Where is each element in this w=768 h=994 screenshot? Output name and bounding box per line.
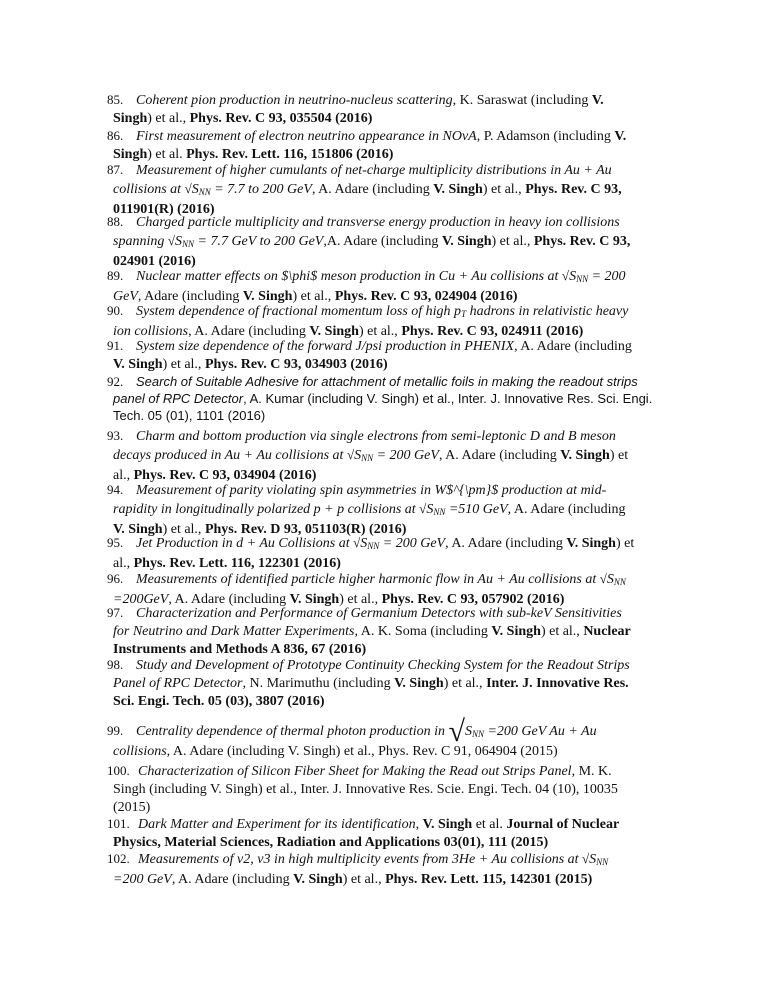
reference-authors: , A. Adare (including [311,182,434,197]
reference-number: 102. [107,851,130,866]
reference-text: ) et al., [162,357,205,372]
reference-authors: , A. Adare (including [438,448,561,463]
reference-text: Singh (including V. Singh) et al., Inter. J. Innovative Res. Scie. Engi. Tech. 04 (10), 10035 [113,782,618,797]
reference-number: 100. [107,763,130,778]
journal-citation: 011901(R) (2016) [113,202,215,217]
reference-title: Measurement of parity violating spin asymmetries in W$^{\pm}$ production at mid- [136,483,607,498]
reference-entry [107,715,677,761]
reference-entry [107,267,677,306]
reference-entry [107,91,677,128]
reference-text: ) et al., [358,324,402,339]
reference-number: 99. [107,723,124,738]
journal-citation: Phys. Rev. C 93, [533,234,631,249]
reference-authors: , A. Adare (including V. Singh) et al., Phys. Rev. C 91, 064904 (2015) [166,744,558,759]
journal-citation: Tech. 05 (01), 1101 (2016) [113,408,266,423]
reference-entry [107,427,677,485]
reference-authors: , A. K. Soma (including [354,624,492,639]
reference-text: ) et al., [491,234,534,249]
reference-title: Search of Suitable Adhesive for attachment of metallic foils in making the readout strips [136,374,638,389]
reference-title: =510 GeV [445,502,508,517]
reference-text: ) et al., [292,289,335,304]
sqrt-symbol: √ [346,447,355,462]
journal-citation: Phys. Rev. C 93, 034903 (2016) [204,357,388,372]
reference-authors: , K. Saraswat (including [452,93,592,108]
reference-text: et al. [472,817,507,832]
reference-title: Nuclear matter effects on $\phi$ meson production in Cu + Au collisions at [136,269,562,284]
sqrt-symbol: √ [353,535,361,550]
reference-title: collisions at [113,182,185,197]
reference-title: Dark Matter and Experiment for its identification [138,817,416,832]
reference-title: GeV [113,289,138,304]
reference-title: for Neutrino and Dark Matter Experiments [113,624,355,639]
math-variable: S [569,269,577,284]
reference-number: 101. [107,816,130,831]
journal-citation: Phys. Rev. D 93, 051103(R) (2016) [204,522,407,537]
reference-number: 88. [107,214,124,229]
reference-title: rapidity in longitudinally polarized p + p collisions at [113,502,420,517]
reference-title: = 7.7 GeV to 200 GeV [194,234,324,249]
author-highlight: Singh [113,147,148,162]
reference-number: 90. [107,303,124,318]
reference-title: Measurements of v2, v3 in high multiplicity events from 3He + Au collisions at [138,852,583,867]
journal-citation: Phys. Rev. C 93, 024911 (2016) [401,324,584,339]
reference-number: 95. [107,535,124,550]
author-highlight: V. Singh [566,536,616,551]
reference-entry [107,337,677,374]
reference-number: 92. [107,374,124,389]
math-variable: S [464,724,472,739]
reference-entry [107,656,677,711]
reference-entry [107,534,677,573]
reference-entry [107,604,677,659]
author-highlight: V. Singh [113,522,163,537]
reference-title: ion collisions [113,324,189,339]
reference-text: al., [113,468,134,483]
reference-entry [107,213,677,271]
author-highlight: V. Singh [433,182,483,197]
reference-title: hadrons in relativistic heavy [466,304,629,319]
reference-title: =200 GeV [113,872,172,887]
math-subscript: T [461,309,467,319]
reference-text: ) et al., [342,872,386,887]
journal-citation: Phys. Rev. Lett. 116, 151806 (2016) [186,147,394,162]
reference-text: ) et al., [443,676,487,691]
author-highlight: V. Singh [441,234,492,249]
reference-title: Coherent pion production in neutrino-nucleus scattering [136,93,453,108]
reference-authors: , A. Kumar (including V. Singh) et al., Inter. J. Innovative Res. Sci. Engi. [243,391,653,406]
reference-title: decays produced in Au + Au collisions at [113,448,347,463]
sqrt-symbol: √ [419,501,427,516]
reference-title: = 200 GeV [373,448,439,463]
reference-authors: , A. Adare (including [171,872,294,887]
reference-entry [107,127,677,164]
journal-citation: Phys. Rev. Lett. 116, 122301 (2016) [133,556,341,571]
reference-text: , [415,817,423,832]
math-variable: S [191,182,199,197]
reference-number: 89. [107,268,124,283]
reference-text: ) et al. [147,147,187,162]
reference-text: (2015) [113,800,151,815]
reference-title: Panel of RPC Detector [113,676,243,691]
reference-text: ) et [609,448,629,463]
reference-title: panel of RPC Detector [113,391,244,406]
reference-authors: , N. Marimuthu (including [242,676,395,691]
math-subscript: NN [596,857,609,867]
reference-text: al., [113,556,134,571]
math-subscript: NN [361,453,374,463]
author-highlight: Singh [113,111,148,126]
reference-title: First measurement of electron neutrino appearance in NOvA [136,129,477,144]
math-subscript: NN [367,541,380,551]
sqrt-symbol: √ [448,715,465,748]
reference-authors: , A. Adare (including [168,592,290,607]
reference-entry [107,762,677,817]
reference-authors: ,A. Adare (including [323,234,442,249]
math-subscript: NN [613,577,626,587]
journal-citation: Instruments and Methods A 836, 67 (2016) [113,642,367,657]
reference-number: 87. [107,162,124,177]
sqrt-symbol: √ [599,571,607,586]
reference-number: 98. [107,657,124,672]
reference-title: Charged particle multiplicity and transverse energy production in heavy ion collisions [136,215,620,230]
reference-title: Characterization of Silicon Fiber Sheet for Making the Read out Strips Panel [138,764,572,779]
math-variable: S [360,536,368,551]
author-highlight: V. Singh [422,817,473,832]
reference-authors: , M. K. [571,764,612,779]
journal-citation: Inter. J. Innovative Res. [486,676,629,691]
journal-citation: Phys. Rev. C 93, 034904 (2016) [133,468,317,483]
reference-number: 96. [107,571,124,586]
reference-title: = 7.7 to 200 GeV [210,182,312,197]
author-highlight: V. Singh [242,289,293,304]
math-subscript: NN [181,239,194,249]
reference-title: Measurements of identified particle higher harmonic flow in Au + Au collisions at [136,572,600,587]
math-variable: S [426,502,434,517]
author-highlight: V. [591,93,604,108]
reference-title: =200GeV [113,592,169,607]
reference-title: spanning [113,234,168,249]
math-subscript: NN [576,274,589,284]
journal-citation: Sci. Engi. Tech. 05 (03), 3807 (2016) [113,694,325,709]
journal-citation: Phys. Rev. C 93, [525,182,622,197]
author-highlight: V. Singh [491,624,541,639]
journal-citation: Nuclear [583,624,631,639]
reference-authors: , P. Adamson (including [476,129,615,144]
reference-text: ) et al., [540,624,584,639]
reference-title: Measurement of higher cumulants of net-charge multiplicity distributions in Au + Au [136,163,612,178]
author-highlight: V. Singh [560,448,610,463]
reference-title: collisions [113,744,167,759]
author-highlight: V. [614,129,627,144]
sqrt-symbol: √ [582,851,590,866]
journal-citation: Phys. Rev. C 93, 057902 (2016) [381,592,565,607]
author-highlight: V. Singh [289,592,340,607]
math-variable: S [606,572,614,587]
journal-citation: Phys. Rev. C 93, 024904 (2016) [334,289,518,304]
math-variable: S [589,852,597,867]
reference-title: Jet Production in d + Au Collisions at [136,536,354,551]
reference-title: System dependence of fractional momentum loss of high p [136,304,462,319]
reference-title: = 200 GeV [379,536,446,551]
author-highlight: V. Singh [394,676,444,691]
author-highlight: V. Singh [309,324,359,339]
journal-citation: Phys. Rev. Lett. 115, 142301 (2015) [385,872,593,887]
journal-citation: Journal of Nuclear [506,817,620,832]
sqrt-symbol: √ [184,181,192,196]
reference-authors: , A. Adare (including [514,339,632,354]
reference-text: ) et al., [339,592,382,607]
author-highlight: V. Singh [293,872,343,887]
reference-authors: , Adare (including [137,289,243,304]
reference-authors: , A. Adare (including [188,324,310,339]
reference-entry [107,481,677,539]
math-variable: S [174,234,182,249]
reference-number: 85. [107,92,124,107]
journal-citation: Physics, Material Sciences, Radiation and Applications 03(01), 111 (2015) [113,835,549,850]
reference-title: Characterization and Performance of Germanium Detectors with sub-keV Sensitivities [136,606,622,621]
sqrt-symbol: √ [561,268,570,283]
reference-number: 97. [107,605,124,620]
reference-title: System size dependence of the forward J/psi production in PHENIX [136,339,515,354]
reference-authors: , A. Adare (including [445,536,567,551]
reference-entry [107,302,677,341]
reference-authors: , A. Adare (including [507,502,626,517]
reference-number: 94. [107,482,124,497]
reference-text: ) et [615,536,635,551]
reference-entry [107,815,677,852]
reference-text: ) et al., [482,182,526,197]
author-highlight: V. Singh [113,357,163,372]
reference-text: ) et al., [147,111,190,126]
journal-citation: Phys. Rev. C 93, 035504 (2016) [189,111,373,126]
math-variable: S [354,448,362,463]
reference-entry [107,161,677,219]
reference-title: =200 GeV Au + Au [483,724,597,739]
reference-number: 86. [107,128,124,143]
math-subscript: NN [433,507,446,517]
reference-entry [107,373,677,424]
reference-title: Centrality dependence of thermal photon production in [136,724,449,739]
reference-text: ) et al., [162,522,205,537]
reference-number: 93. [107,428,124,443]
reference-title: Charm and bottom production via single electrons from semi-leptonic D and B meson [136,429,616,444]
math-subscript: NN [198,187,211,197]
reference-title: Study and Development of Prototype Continuity Checking System for the Readout Strips [136,658,630,673]
math-subscript: NN [471,729,484,739]
reference-number: 91. [107,338,124,353]
sqrt-symbol: √ [167,233,175,248]
reference-entry [107,850,677,889]
journal-citation: 024901 (2016) [113,254,196,269]
reference-title: = 200 [588,269,626,284]
